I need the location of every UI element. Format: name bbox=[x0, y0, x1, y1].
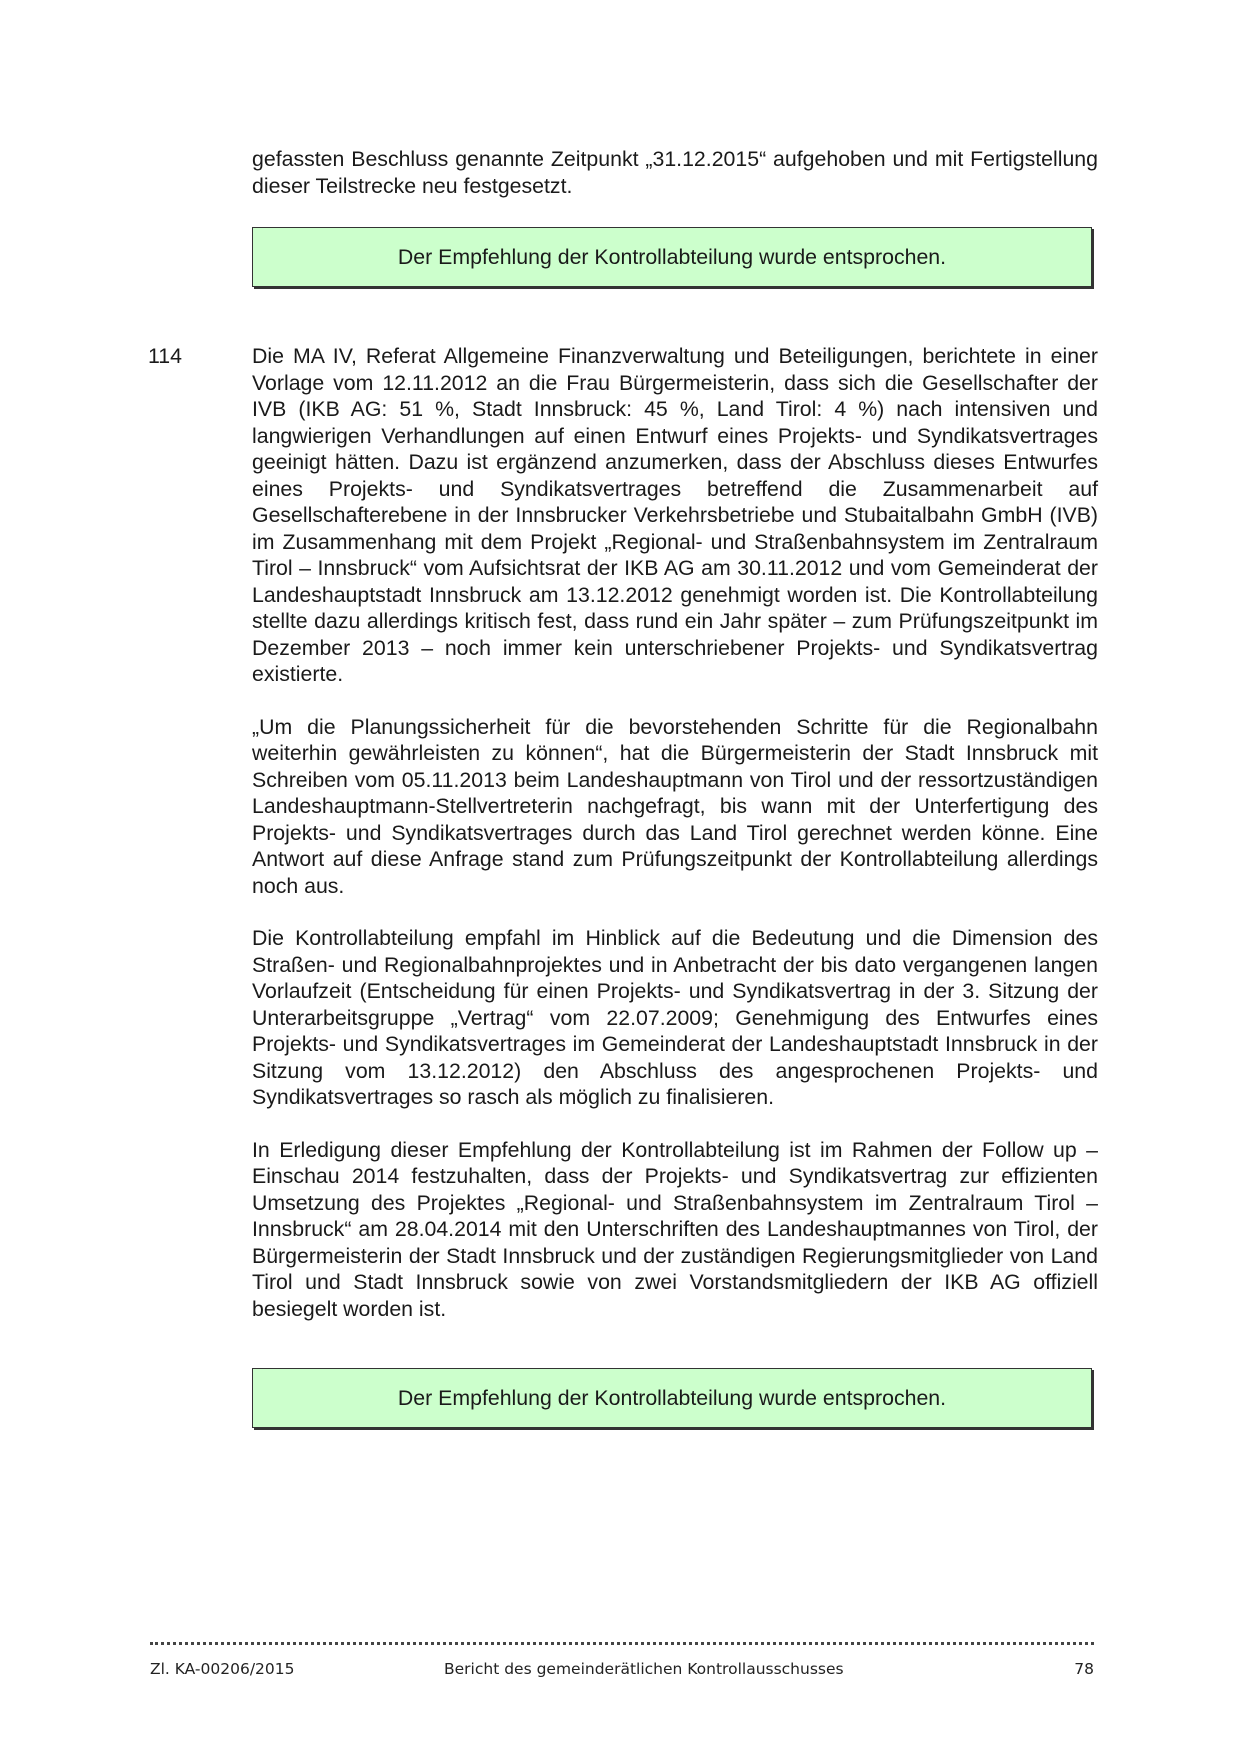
recommendation-result-text-2: Der Empfehlung der Kontrollabteilung wurde entsprochen. bbox=[397, 1385, 947, 1410]
footer-reference: Zl. KA-00206/2015 bbox=[150, 1660, 295, 1678]
recommendation-result-text: Der Empfehlung der Kontrollabteilung wurde entsprochen. bbox=[397, 244, 947, 269]
footer-page-number: 78 bbox=[1074, 1660, 1094, 1678]
recommendation-result-box-2 bbox=[252, 1368, 1092, 1428]
recommendation-result-box bbox=[252, 227, 1092, 287]
section-paragraph-3: Die Kontrollabteilung empfahl im Hinblick auf die Bedeutung und die Dimension des Straßen- und Regionalbahnprojektes und in Anbetracht der bis dato vergangenen langen Vorlaufzeit (Entscheidung für einen Projekts- und Syndikatsvertrag in der 3. Sitzung der Unterarbeitsgruppe „Vertrag“ vom 22.07.2009; Genehmigung des Entwurfes eines Projekts- und Syndikatsvertrages im Gemeinderat der Landeshauptstadt Innsbruck in der Sitzung vom 13.12.2012) den Abschluss des angesprochenen Projekts- und Syndikatsvertrages so rasch als möglich zu finalisieren. bbox=[252, 926, 1098, 1109]
footer-divider bbox=[150, 1632, 1094, 1645]
footer-title: Bericht des gemeinderätlichen Kontrollausschusses bbox=[444, 1660, 844, 1678]
section-number: 114 bbox=[148, 344, 182, 368]
intro-paragraph: gefassten Beschluss genannte Zeitpunkt „31.12.2015“ aufgehoben und mit Fertigstellung dieser Teilstrecke neu festgesetzt. bbox=[252, 147, 1098, 198]
section-body bbox=[252, 343, 1098, 1322]
section-paragraph-2: „Um die Planungssicherheit für die bevorstehenden Schritte für die Regionalbahn weiterhin gewährleisten zu können“, hat die Bürgermeisterin der Stadt Innsbruck mit Schreiben vom 05.11.2013 beim Landeshauptmann von Tirol und der ressortzuständigen Landeshauptmann-Stellvertreterin nachgefragt, bis wann mit der Unterfertigung des Projekts- und Syndikatsvertrages durch das Land Tirol gerechnet werden könne. Eine Antwort auf diese Anfrage stand zum Prüfungszeitpunkt der Kontrollabteilung allerdings noch aus. bbox=[252, 714, 1098, 898]
section-paragraph-1: Die MA IV, Referat Allgemeine Finanzverwaltung und Beteiligungen, berichtete in einer Vorlage vom 12.11.2012 an die Frau Bürgermeisterin, dass sich die Gesellschafter der IVB (IKB AG: 51 %, Stadt Innsbruck: 45 %, Land Tirol: 4 %) nach intensiven und langwierigen Verhandlungen auf einen Entwurf eines Projekts- und Syndikatsvertrages geeinigt hätten. Dazu ist ergänzend anzumerken, dass der Abschluss dieses Entwurfes eines Projekts- und Syndikatsvertrages betreffend die Zusammenarbeit auf Gesellschafterebene in der Innsbrucker Verkehrsbetriebe und Stubaitalbahn GmbH (IVB) im Zusammenhang mit dem Projekt „Regional- und Straßenbahnsystem im Zentralraum Tirol – Innsbruck“ vom Aufsichtsrat der IKB AG am 30.11.2012 und vom Gemeinderat der Landeshauptstadt Innsbruck am 13.12.2012 genehmigt worden ist. Die Kontrollabteilung stellte dazu allerdings kritisch fest, dass rund ein Jahr später – zum Prüfungszeitpunkt im Dezember 2013 – noch immer kein unterschriebener Projekts- und Syndikatsvertrag existierte. bbox=[252, 344, 1098, 686]
section-paragraph-4: In Erledigung dieser Empfehlung der Kontrollabteilung ist im Rahmen der Follow up – Einschau 2014 festzuhalten, dass der Projekts- und Syndikatsvertrag zur effizienten Umsetzung des Projektes „Regional- und Straßenbahnsystem im Zentralraum Tirol – Innsbruck“ am 28.04.2014 mit den Unterschriften des Landeshauptmannes von Tirol, der Bürgermeisterin der Stadt Innsbruck und der zuständigen Regierungsmitglieder von Land Tirol und Stadt Innsbruck sowie von zwei Vorstandsmitgliedern der IKB AG offiziell besiegelt worden ist. bbox=[252, 1137, 1098, 1321]
intro-paragraph-block bbox=[252, 146, 1098, 199]
